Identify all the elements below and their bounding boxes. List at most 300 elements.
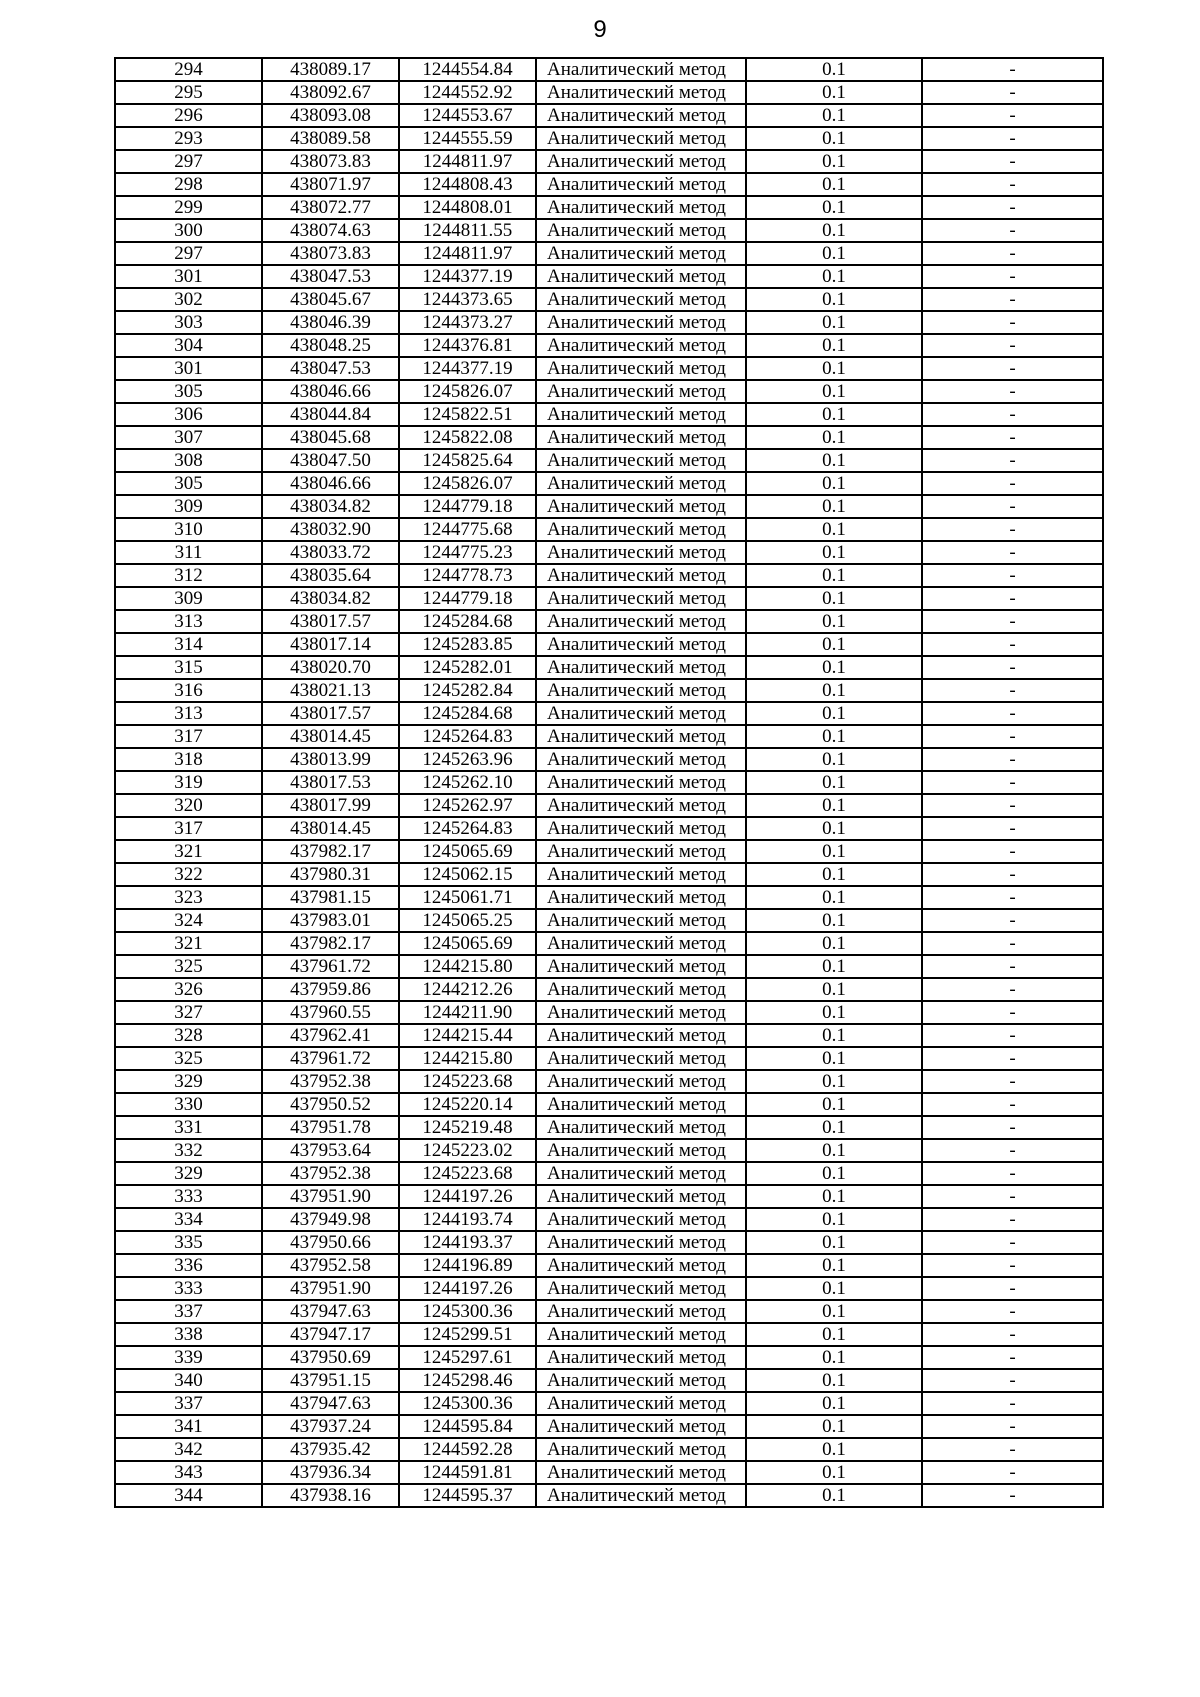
table-row xyxy=(115,219,1103,242)
method-cell: Аналитический метод xyxy=(536,1231,746,1254)
y-coordinate-cell: 1244373.27 xyxy=(399,311,536,334)
accuracy-cell: 0.1 xyxy=(746,311,922,334)
method-cell: Аналитический метод xyxy=(536,219,746,242)
x-coordinate-cell: 438017.57 xyxy=(262,702,399,725)
x-coordinate-cell: 438017.99 xyxy=(262,794,399,817)
x-coordinate-cell: 438072.77 xyxy=(262,196,399,219)
x-coordinate-cell: 438017.57 xyxy=(262,610,399,633)
note-cell: - xyxy=(922,449,1103,472)
y-coordinate-cell: 1245822.51 xyxy=(399,403,536,426)
accuracy-cell: 0.1 xyxy=(746,1024,922,1047)
x-coordinate-cell: 437951.90 xyxy=(262,1277,399,1300)
x-coordinate-cell: 438014.45 xyxy=(262,817,399,840)
point-number-cell: 299 xyxy=(115,196,262,219)
point-number-cell: 314 xyxy=(115,633,262,656)
accuracy-cell: 0.1 xyxy=(746,150,922,173)
x-coordinate-cell: 437951.15 xyxy=(262,1369,399,1392)
note-cell: - xyxy=(922,978,1103,1001)
accuracy-cell: 0.1 xyxy=(746,840,922,863)
x-coordinate-cell: 437935.42 xyxy=(262,1438,399,1461)
note-cell: - xyxy=(922,1139,1103,1162)
y-coordinate-cell: 1244595.37 xyxy=(399,1484,536,1507)
accuracy-cell: 0.1 xyxy=(746,541,922,564)
note-cell: - xyxy=(922,1438,1103,1461)
point-number-cell: 325 xyxy=(115,1047,262,1070)
y-coordinate-cell: 1244196.89 xyxy=(399,1254,536,1277)
x-coordinate-cell: 438089.58 xyxy=(262,127,399,150)
method-cell: Аналитический метод xyxy=(536,1024,746,1047)
table-row xyxy=(115,1300,1103,1323)
point-number-cell: 321 xyxy=(115,840,262,863)
note-cell: - xyxy=(922,955,1103,978)
table-row xyxy=(115,1277,1103,1300)
accuracy-cell: 0.1 xyxy=(746,1185,922,1208)
point-number-cell: 308 xyxy=(115,449,262,472)
accuracy-cell: 0.1 xyxy=(746,1254,922,1277)
point-number-cell: 340 xyxy=(115,1369,262,1392)
x-coordinate-cell: 438017.14 xyxy=(262,633,399,656)
y-coordinate-cell: 1244778.73 xyxy=(399,564,536,587)
accuracy-cell: 0.1 xyxy=(746,932,922,955)
accuracy-cell: 0.1 xyxy=(746,449,922,472)
method-cell: Аналитический метод xyxy=(536,449,746,472)
method-cell: Аналитический метод xyxy=(536,1162,746,1185)
accuracy-cell: 0.1 xyxy=(746,702,922,725)
x-coordinate-cell: 437952.38 xyxy=(262,1070,399,1093)
note-cell: - xyxy=(922,1070,1103,1093)
accuracy-cell: 0.1 xyxy=(746,242,922,265)
point-number-cell: 330 xyxy=(115,1093,262,1116)
note-cell: - xyxy=(922,610,1103,633)
y-coordinate-cell: 1245298.46 xyxy=(399,1369,536,1392)
x-coordinate-cell: 437980.31 xyxy=(262,863,399,886)
x-coordinate-cell: 437959.86 xyxy=(262,978,399,1001)
x-coordinate-cell: 438033.72 xyxy=(262,541,399,564)
y-coordinate-cell: 1244377.19 xyxy=(399,265,536,288)
point-number-cell: 301 xyxy=(115,265,262,288)
note-cell: - xyxy=(922,725,1103,748)
y-coordinate-cell: 1244554.84 xyxy=(399,58,536,81)
point-number-cell: 303 xyxy=(115,311,262,334)
x-coordinate-cell: 438047.53 xyxy=(262,357,399,380)
accuracy-cell: 0.1 xyxy=(746,955,922,978)
x-coordinate-cell: 437950.66 xyxy=(262,1231,399,1254)
x-coordinate-cell: 437951.90 xyxy=(262,1185,399,1208)
accuracy-cell: 0.1 xyxy=(746,863,922,886)
method-cell: Аналитический метод xyxy=(536,150,746,173)
point-number-cell: 315 xyxy=(115,656,262,679)
accuracy-cell: 0.1 xyxy=(746,817,922,840)
x-coordinate-cell: 437947.63 xyxy=(262,1392,399,1415)
x-coordinate-cell: 438044.84 xyxy=(262,403,399,426)
table-row xyxy=(115,403,1103,426)
accuracy-cell: 0.1 xyxy=(746,357,922,380)
point-number-cell: 296 xyxy=(115,104,262,127)
table-row xyxy=(115,1139,1103,1162)
method-cell: Аналитический метод xyxy=(536,1438,746,1461)
note-cell: - xyxy=(922,679,1103,702)
point-number-cell: 317 xyxy=(115,817,262,840)
note-cell: - xyxy=(922,219,1103,242)
accuracy-cell: 0.1 xyxy=(746,1346,922,1369)
method-cell: Аналитический метод xyxy=(536,932,746,955)
note-cell: - xyxy=(922,150,1103,173)
accuracy-cell: 0.1 xyxy=(746,1415,922,1438)
y-coordinate-cell: 1244811.97 xyxy=(399,150,536,173)
method-cell: Аналитический метод xyxy=(536,1461,746,1484)
accuracy-cell: 0.1 xyxy=(746,1208,922,1231)
method-cell: Аналитический метод xyxy=(536,541,746,564)
point-number-cell: 341 xyxy=(115,1415,262,1438)
point-number-cell: 337 xyxy=(115,1392,262,1415)
x-coordinate-cell: 438073.83 xyxy=(262,242,399,265)
x-coordinate-cell: 437982.17 xyxy=(262,932,399,955)
note-cell: - xyxy=(922,288,1103,311)
table-row xyxy=(115,127,1103,150)
x-coordinate-cell: 438071.97 xyxy=(262,173,399,196)
method-cell: Аналитический метод xyxy=(536,426,746,449)
y-coordinate-cell: 1244779.18 xyxy=(399,587,536,610)
point-number-cell: 301 xyxy=(115,357,262,380)
y-coordinate-cell: 1245264.83 xyxy=(399,725,536,748)
method-cell: Аналитический метод xyxy=(536,472,746,495)
table-row xyxy=(115,1254,1103,1277)
note-cell: - xyxy=(922,380,1103,403)
y-coordinate-cell: 1245262.10 xyxy=(399,771,536,794)
method-cell: Аналитический метод xyxy=(536,1139,746,1162)
point-number-cell: 307 xyxy=(115,426,262,449)
x-coordinate-cell: 437961.72 xyxy=(262,955,399,978)
method-cell: Аналитический метод xyxy=(536,886,746,909)
point-number-cell: 305 xyxy=(115,472,262,495)
method-cell: Аналитический метод xyxy=(536,311,746,334)
table-row xyxy=(115,725,1103,748)
table-row xyxy=(115,587,1103,610)
accuracy-cell: 0.1 xyxy=(746,1093,922,1116)
x-coordinate-cell: 437950.69 xyxy=(262,1346,399,1369)
table-row xyxy=(115,633,1103,656)
y-coordinate-cell: 1245825.64 xyxy=(399,449,536,472)
point-number-cell: 333 xyxy=(115,1277,262,1300)
table-row xyxy=(115,863,1103,886)
method-cell: Аналитический метод xyxy=(536,81,746,104)
y-coordinate-cell: 1244193.74 xyxy=(399,1208,536,1231)
x-coordinate-cell: 438093.08 xyxy=(262,104,399,127)
point-number-cell: 343 xyxy=(115,1461,262,1484)
table-row xyxy=(115,1162,1103,1185)
accuracy-cell: 0.1 xyxy=(746,173,922,196)
note-cell: - xyxy=(922,403,1103,426)
accuracy-cell: 0.1 xyxy=(746,725,922,748)
note-cell: - xyxy=(922,1093,1103,1116)
table-row xyxy=(115,104,1103,127)
point-number-cell: 329 xyxy=(115,1162,262,1185)
accuracy-cell: 0.1 xyxy=(746,1116,922,1139)
note-cell: - xyxy=(922,1162,1103,1185)
point-number-cell: 309 xyxy=(115,495,262,518)
note-cell: - xyxy=(922,334,1103,357)
method-cell: Аналитический метод xyxy=(536,1277,746,1300)
table-row xyxy=(115,817,1103,840)
x-coordinate-cell: 438048.25 xyxy=(262,334,399,357)
method-cell: Аналитический метод xyxy=(536,610,746,633)
method-cell: Аналитический метод xyxy=(536,633,746,656)
point-number-cell: 311 xyxy=(115,541,262,564)
accuracy-cell: 0.1 xyxy=(746,1001,922,1024)
method-cell: Аналитический метод xyxy=(536,334,746,357)
accuracy-cell: 0.1 xyxy=(746,1438,922,1461)
point-number-cell: 325 xyxy=(115,955,262,978)
note-cell: - xyxy=(922,886,1103,909)
x-coordinate-cell: 437950.52 xyxy=(262,1093,399,1116)
accuracy-cell: 0.1 xyxy=(746,518,922,541)
x-coordinate-cell: 437951.78 xyxy=(262,1116,399,1139)
accuracy-cell: 0.1 xyxy=(746,656,922,679)
coordinates-table-body xyxy=(115,58,1103,1507)
x-coordinate-cell: 438047.50 xyxy=(262,449,399,472)
accuracy-cell: 0.1 xyxy=(746,909,922,932)
point-number-cell: 295 xyxy=(115,81,262,104)
table-row xyxy=(115,1001,1103,1024)
accuracy-cell: 0.1 xyxy=(746,978,922,1001)
method-cell: Аналитический метод xyxy=(536,196,746,219)
y-coordinate-cell: 1244811.97 xyxy=(399,242,536,265)
note-cell: - xyxy=(922,104,1103,127)
point-number-cell: 323 xyxy=(115,886,262,909)
accuracy-cell: 0.1 xyxy=(746,1231,922,1254)
y-coordinate-cell: 1245297.61 xyxy=(399,1346,536,1369)
note-cell: - xyxy=(922,1254,1103,1277)
accuracy-cell: 0.1 xyxy=(746,495,922,518)
note-cell: - xyxy=(922,1415,1103,1438)
point-number-cell: 309 xyxy=(115,587,262,610)
x-coordinate-cell: 438020.70 xyxy=(262,656,399,679)
table-row xyxy=(115,679,1103,702)
point-number-cell: 310 xyxy=(115,518,262,541)
point-number-cell: 335 xyxy=(115,1231,262,1254)
y-coordinate-cell: 1244555.59 xyxy=(399,127,536,150)
method-cell: Аналитический метод xyxy=(536,242,746,265)
point-number-cell: 344 xyxy=(115,1484,262,1507)
x-coordinate-cell: 437952.38 xyxy=(262,1162,399,1185)
method-cell: Аналитический метод xyxy=(536,955,746,978)
x-coordinate-cell: 438047.53 xyxy=(262,265,399,288)
table-row xyxy=(115,265,1103,288)
point-number-cell: 297 xyxy=(115,150,262,173)
note-cell: - xyxy=(922,909,1103,932)
table-row xyxy=(115,702,1103,725)
y-coordinate-cell: 1244595.84 xyxy=(399,1415,536,1438)
note-cell: - xyxy=(922,357,1103,380)
accuracy-cell: 0.1 xyxy=(746,886,922,909)
note-cell: - xyxy=(922,1369,1103,1392)
point-number-cell: 322 xyxy=(115,863,262,886)
method-cell: Аналитический метод xyxy=(536,748,746,771)
method-cell: Аналитический метод xyxy=(536,564,746,587)
method-cell: Аналитический метод xyxy=(536,173,746,196)
y-coordinate-cell: 1245061.71 xyxy=(399,886,536,909)
method-cell: Аналитический метод xyxy=(536,104,746,127)
y-coordinate-cell: 1244211.90 xyxy=(399,1001,536,1024)
x-coordinate-cell: 438035.64 xyxy=(262,564,399,587)
table-row xyxy=(115,58,1103,81)
note-cell: - xyxy=(922,771,1103,794)
table-row xyxy=(115,518,1103,541)
x-coordinate-cell: 438046.66 xyxy=(262,472,399,495)
note-cell: - xyxy=(922,1185,1103,1208)
note-cell: - xyxy=(922,1392,1103,1415)
accuracy-cell: 0.1 xyxy=(746,794,922,817)
method-cell: Аналитический метод xyxy=(536,1323,746,1346)
method-cell: Аналитический метод xyxy=(536,357,746,380)
x-coordinate-cell: 437983.01 xyxy=(262,909,399,932)
point-number-cell: 331 xyxy=(115,1116,262,1139)
y-coordinate-cell: 1244215.44 xyxy=(399,1024,536,1047)
note-cell: - xyxy=(922,1461,1103,1484)
table-row xyxy=(115,242,1103,265)
note-cell: - xyxy=(922,1323,1103,1346)
note-cell: - xyxy=(922,311,1103,334)
table-row xyxy=(115,886,1103,909)
y-coordinate-cell: 1244591.81 xyxy=(399,1461,536,1484)
note-cell: - xyxy=(922,840,1103,863)
y-coordinate-cell: 1245284.68 xyxy=(399,610,536,633)
method-cell: Аналитический метод xyxy=(536,863,746,886)
note-cell: - xyxy=(922,1277,1103,1300)
accuracy-cell: 0.1 xyxy=(746,771,922,794)
note-cell: - xyxy=(922,656,1103,679)
table-row xyxy=(115,1346,1103,1369)
y-coordinate-cell: 1245283.85 xyxy=(399,633,536,656)
y-coordinate-cell: 1245826.07 xyxy=(399,472,536,495)
point-number-cell: 336 xyxy=(115,1254,262,1277)
accuracy-cell: 0.1 xyxy=(746,1162,922,1185)
x-coordinate-cell: 437949.98 xyxy=(262,1208,399,1231)
table-row xyxy=(115,1093,1103,1116)
table-row xyxy=(115,656,1103,679)
y-coordinate-cell: 1244808.01 xyxy=(399,196,536,219)
accuracy-cell: 0.1 xyxy=(746,334,922,357)
table-row xyxy=(115,1231,1103,1254)
accuracy-cell: 0.1 xyxy=(746,633,922,656)
y-coordinate-cell: 1245223.68 xyxy=(399,1070,536,1093)
note-cell: - xyxy=(922,1300,1103,1323)
y-coordinate-cell: 1245826.07 xyxy=(399,380,536,403)
point-number-cell: 326 xyxy=(115,978,262,1001)
note-cell: - xyxy=(922,1116,1103,1139)
accuracy-cell: 0.1 xyxy=(746,679,922,702)
note-cell: - xyxy=(922,196,1103,219)
x-coordinate-cell: 438046.39 xyxy=(262,311,399,334)
note-cell: - xyxy=(922,495,1103,518)
y-coordinate-cell: 1244197.26 xyxy=(399,1277,536,1300)
note-cell: - xyxy=(922,817,1103,840)
x-coordinate-cell: 438045.67 xyxy=(262,288,399,311)
y-coordinate-cell: 1245282.01 xyxy=(399,656,536,679)
accuracy-cell: 0.1 xyxy=(746,196,922,219)
table-row xyxy=(115,610,1103,633)
table-row xyxy=(115,909,1103,932)
method-cell: Аналитический метод xyxy=(536,817,746,840)
table-row xyxy=(115,794,1103,817)
y-coordinate-cell: 1245223.68 xyxy=(399,1162,536,1185)
table-row xyxy=(115,1461,1103,1484)
point-number-cell: 328 xyxy=(115,1024,262,1047)
point-number-cell: 313 xyxy=(115,702,262,725)
table-row xyxy=(115,748,1103,771)
y-coordinate-cell: 1245219.48 xyxy=(399,1116,536,1139)
table-row xyxy=(115,311,1103,334)
x-coordinate-cell: 438034.82 xyxy=(262,495,399,518)
method-cell: Аналитический метод xyxy=(536,1208,746,1231)
method-cell: Аналитический метод xyxy=(536,288,746,311)
x-coordinate-cell: 438074.63 xyxy=(262,219,399,242)
y-coordinate-cell: 1245062.15 xyxy=(399,863,536,886)
y-coordinate-cell: 1244775.68 xyxy=(399,518,536,541)
note-cell: - xyxy=(922,1047,1103,1070)
table-row xyxy=(115,771,1103,794)
point-number-cell: 342 xyxy=(115,1438,262,1461)
accuracy-cell: 0.1 xyxy=(746,1300,922,1323)
accuracy-cell: 0.1 xyxy=(746,472,922,495)
x-coordinate-cell: 437960.55 xyxy=(262,1001,399,1024)
method-cell: Аналитический метод xyxy=(536,1415,746,1438)
accuracy-cell: 0.1 xyxy=(746,1461,922,1484)
note-cell: - xyxy=(922,1231,1103,1254)
point-number-cell: 293 xyxy=(115,127,262,150)
y-coordinate-cell: 1244193.37 xyxy=(399,1231,536,1254)
accuracy-cell: 0.1 xyxy=(746,426,922,449)
table-row xyxy=(115,495,1103,518)
method-cell: Аналитический метод xyxy=(536,1300,746,1323)
table-row xyxy=(115,1185,1103,1208)
table-row xyxy=(115,978,1103,1001)
y-coordinate-cell: 1244215.80 xyxy=(399,1047,536,1070)
x-coordinate-cell: 437981.15 xyxy=(262,886,399,909)
x-coordinate-cell: 437982.17 xyxy=(262,840,399,863)
y-coordinate-cell: 1245282.84 xyxy=(399,679,536,702)
accuracy-cell: 0.1 xyxy=(746,1392,922,1415)
note-cell: - xyxy=(922,265,1103,288)
table-row xyxy=(115,173,1103,196)
note-cell: - xyxy=(922,173,1103,196)
accuracy-cell: 0.1 xyxy=(746,610,922,633)
accuracy-cell: 0.1 xyxy=(746,1369,922,1392)
accuracy-cell: 0.1 xyxy=(746,564,922,587)
point-number-cell: 316 xyxy=(115,679,262,702)
note-cell: - xyxy=(922,426,1103,449)
point-number-cell: 333 xyxy=(115,1185,262,1208)
accuracy-cell: 0.1 xyxy=(746,748,922,771)
note-cell: - xyxy=(922,1346,1103,1369)
table-row xyxy=(115,1070,1103,1093)
point-number-cell: 319 xyxy=(115,771,262,794)
x-coordinate-cell: 438089.17 xyxy=(262,58,399,81)
method-cell: Аналитический метод xyxy=(536,1369,746,1392)
point-number-cell: 302 xyxy=(115,288,262,311)
point-number-cell: 305 xyxy=(115,380,262,403)
note-cell: - xyxy=(922,127,1103,150)
point-number-cell: 297 xyxy=(115,242,262,265)
x-coordinate-cell: 438014.45 xyxy=(262,725,399,748)
accuracy-cell: 0.1 xyxy=(746,1139,922,1162)
note-cell: - xyxy=(922,1024,1103,1047)
x-coordinate-cell: 438073.83 xyxy=(262,150,399,173)
method-cell: Аналитический метод xyxy=(536,656,746,679)
table-row xyxy=(115,541,1103,564)
x-coordinate-cell: 438046.66 xyxy=(262,380,399,403)
y-coordinate-cell: 1245065.25 xyxy=(399,909,536,932)
